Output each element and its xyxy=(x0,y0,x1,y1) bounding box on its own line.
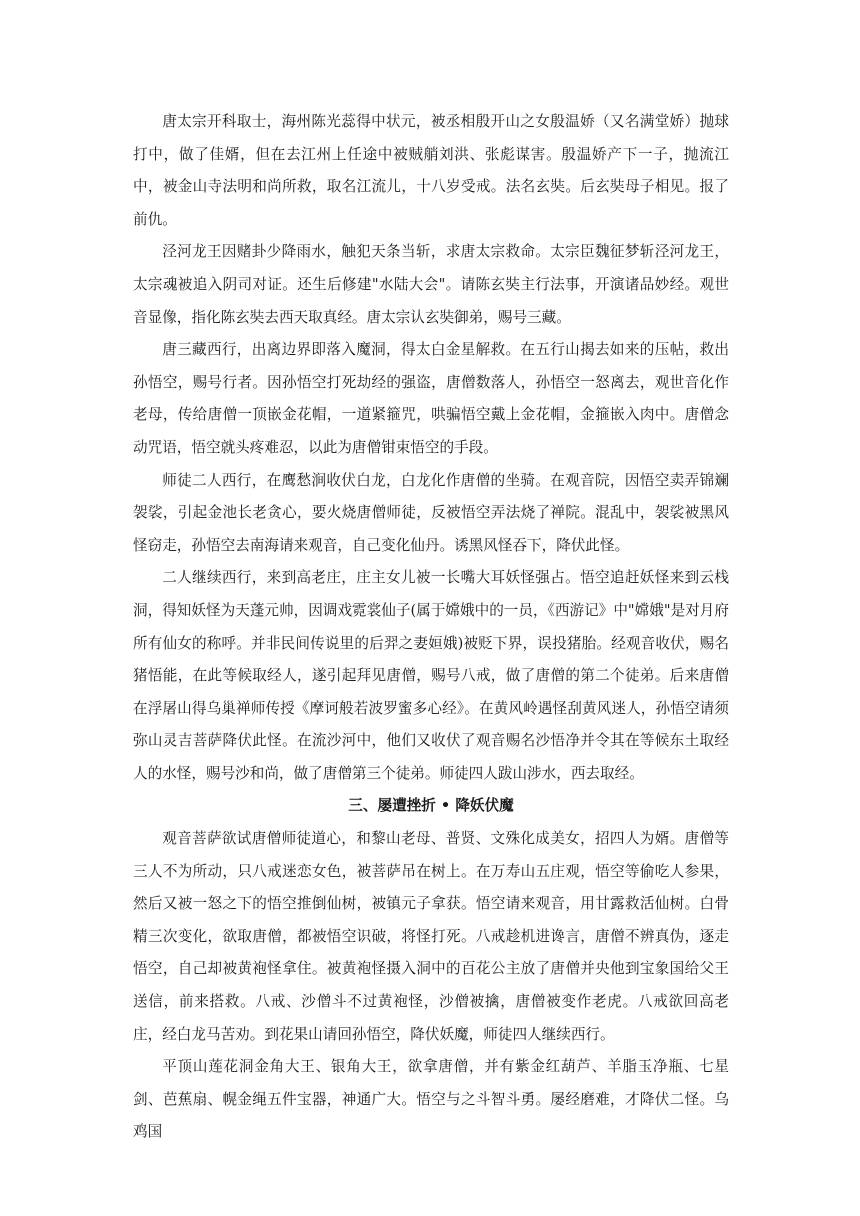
paragraph: 平顶山莲花洞金角大王、银角大王，欲拿唐僧，并有紫金红葫芦、羊脂玉净瓶、七星剑、芭蕉扇、幌金绳五件宝器，神通广大。悟空与之斗智斗勇。屡经磨难，才降伏二怪。乌鸡国 xyxy=(133,1058,729,1141)
section-heading: 三、屡遭挫折 • 降妖伏魔 xyxy=(348,797,514,815)
paragraph: 唐三藏西行，出离边界即落入魔洞，得太白金星解救。在五行山揭去如来的压帖，救出孙悟空，赐号行者。因孙悟空打死劫经的强盗，唐僧数落人，孙悟空一怒离去，观世音化作老母，传给唐僧一顶嵌金花帽，一道紧箍咒，哄骗悟空戴上金花帽，金箍嵌入肉中。唐僧念动咒语，悟空就头疼难忍，以此为唐僧钳束悟空的手段。 xyxy=(133,341,729,456)
document-body xyxy=(133,106,729,1149)
paragraph: 二人继续西行，来到高老庄，庄主女儿被一长嘴大耳妖怪强占。悟空追赶妖怪来到云栈洞，得知妖怪为天蓬元帅，因调戏霓裳仙子(属于嫦娥中的一员，《西游记》中"嫦娥"是对月府所有仙女的称呼。并非民间传说里的后羿之妻姮娥)被贬下界，误投猪胎。经观音收伏，赐名猪悟能，在此等候取经人，遂引起拜见唐僧，赐号八戒，做了唐僧的第二个徒弟。后来唐僧在浮屠山得乌巢禅师传授《摩诃般若波罗蜜多心经》。在黄风岭遇怪刮黄风迷人，孙悟空请须弥山灵吉菩萨降伏此怪。在流沙河中，他们又收伏了观音赐名沙悟净并令其在等候东土取经人的水怪，赐号沙和尚，做了唐僧第三个徒弟。师徒四人跋山涉水，西去取经。 xyxy=(133,569,729,782)
paragraph: 泾河龙王因赌卦少降雨水，触犯天条当斩，求唐太宗救命。太宗臣魏征梦斩泾河龙王，太宗魂被追入阴司对证。还生后修建"水陆大会"。请陈玄奘主行法事，开演诸品妙经。观世音显像，指化陈玄奘去西天取真经。唐太宗认玄奘御弟，赐号三藏。 xyxy=(133,243,729,326)
paragraph: 观音菩萨欲试唐僧师徒道心，和黎山老母、普贤、文殊化成美女，招四人为婿。唐僧等三人不为所动，只八戒迷恋女色，被菩萨吊在树上。在万寿山五庄观，悟空等偷吃人参果，然后又被一怒之下的悟空推倒仙树，被镇元子拿获。悟空请来观音，用甘露救活仙树。白骨精三次变化，欲取唐僧，都被悟空识破，将怪打死。八戒趁机进谗言，唐僧不辨真伪，逐走悟空，自己却被黄袍怪拿住。被黄袍怪摄入洞中的百花公主放了唐僧并央他到宝象国给父王送信，前来搭救。八戒、沙僧斗不过黄袍怪，沙僧被擒，唐僧被变作老虎。八戒欲回高老庄，经白龙马苦劝。到花果山请回孙悟空，降伏妖魔，师徒四人继续西行。 xyxy=(133,830,729,1043)
paragraph: 唐太宗开科取士，海州陈光蕊得中状元，被丞相殷开山之女殷温娇（又名满堂娇）抛球打中，做了佳婿，但在去江州上任途中被贼艄刘洪、张彪谋害。殷温娇产下一子，抛流江中，被金山寺法明和尚所救，取名江流儿，十八岁受戒。法名玄奘。后玄奘母子相见。报了前仇。 xyxy=(133,113,729,228)
paragraph: 师徒二人西行，在鹰愁涧收伏白龙，白龙化作唐僧的坐骑。在观音院，因悟空卖弄锦斓袈裟，引起金池长老贪心，要火烧唐僧师徒，反被悟空弄法烧了禅院。混乱中，袈裟被黑风怪窃走，孙悟空去南海请来观音，自己变化仙丹。诱黑风怪吞下，降伏此怪。 xyxy=(133,471,729,554)
